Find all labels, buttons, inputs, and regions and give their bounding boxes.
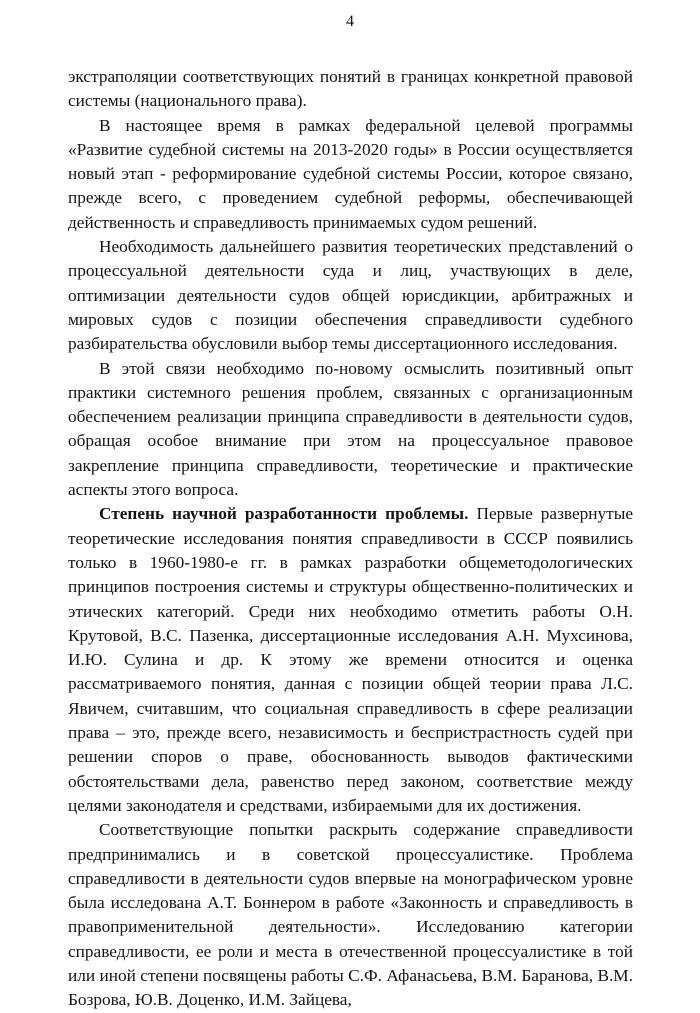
page-number: 4 bbox=[346, 13, 354, 30]
paragraph-research-relevance: Необходимость дальнейшего развития теоретических представлений о процессуальной деятельности суда и лиц, участвующих в деле, оптимизации деятельности судов общей юрисдикции, арбитражных и мировых судов с позиции обеспечения справедливости судебного разбирательства обусловили выбор темы диссертационного исследования. bbox=[68, 237, 633, 354]
paragraph-new-approach: В этой связи необходимо по-новому осмыслить позитивный опыт практики системного решения проблем, связанных с организационным обеспечением реализации принципа справедливости в деятельности судов, обращая особое внимание при этом на процессуальное правовое закрепление принципа справедливости, теоретические и практические аспекты этого вопроса. bbox=[68, 358, 633, 500]
paragraph-body: Первые развернутые теоретические исследования понятия справедливости в СССР появились только в 1960-1980-е гг. в рамках разработки общеметодологических принципов построения системы и структуры общественно-политических и этических категорий. Среди них необходимо отметить работы О.Н. Крутовой, В.С. Пазенка, диссертационные исследования А.Н. Мухсинова, И.Ю. Сулина и др. К этому же времени относится и оценка рассматриваемого понятия, данная с позиции общей теории права Л.С. Явичем, считавшим, что социальная справедливость в сфере реализации права – это, прежде всего, независимость и беспристрастность судей при решении споров о праве, обоснованность выводов фактическими обстоятельствами дела, равенство перед законом, соответствие между целями законодателя и средствами, избираемыми для их достижения. bbox=[68, 504, 633, 815]
paragraph-judicial-reform: В настоящее время в рамках федеральной целевой программы «Развитие судебной системы на 2013-2020 годы» в России осуществляется новый этап - реформирование судебной системы России, которое связано, прежде всего, с проведением судебной реформы, обеспечивающей действенность и справедливость принимаемых судом решений. bbox=[68, 115, 633, 232]
paragraph-degree-of-development bbox=[68, 502, 633, 818]
section-heading-inline: Степень научной разработанности проблемы. bbox=[99, 504, 469, 524]
paragraph-continuation: экстраполяции соответствующих понятий в границах конкретной правовой системы (национального права). bbox=[68, 67, 633, 111]
document-body bbox=[68, 65, 633, 1013]
paragraph-soviet-proceduralism: Соответствующие попытки раскрыть содержание справедливости предпринимались и в советской процессуалистике. Проблема справедливости в деятельности судов впервые на монографическом уровне была исследована А.Т. Боннером в работе «Законность и справедливость в правоприменительной деятельности». Исследованию категории справедливости, ее роли и места в отечественной процессуалистике в той или иной степени посвящены работы С.Ф. Афанасьева, В.М. Баранова, В.М. Бозрова, Ю.В. Доценко, И.М. Зайцева, bbox=[68, 820, 633, 1010]
